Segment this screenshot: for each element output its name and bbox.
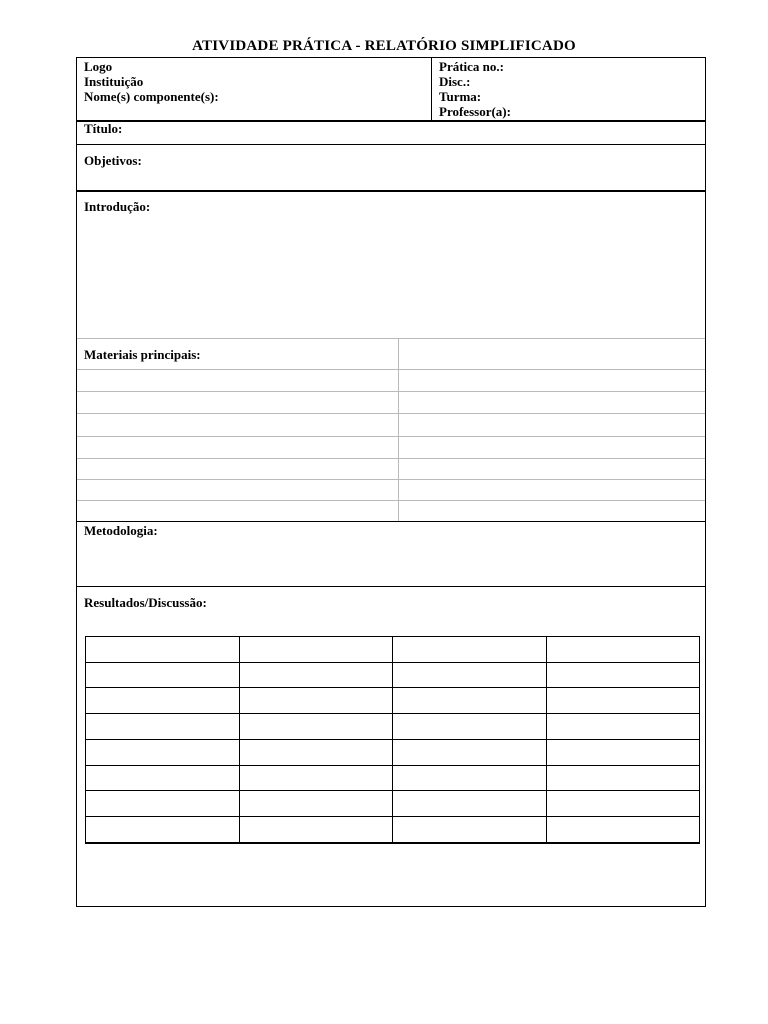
table-cell[interactable] — [86, 739, 240, 765]
table-cell[interactable] — [86, 765, 240, 791]
table-cell[interactable] — [86, 637, 240, 663]
header-divider — [431, 58, 432, 120]
table-row — [86, 662, 700, 688]
table-cell[interactable] — [86, 817, 240, 843]
divider — [77, 586, 705, 587]
table-row — [77, 391, 705, 392]
title-field-label: Título: — [84, 121, 123, 136]
table-cell[interactable] — [546, 817, 700, 843]
institution-label: Instituição — [84, 74, 144, 89]
materials-column-divider — [398, 338, 399, 521]
table-row — [86, 791, 700, 817]
table-cell[interactable] — [239, 765, 393, 791]
results-label: Resultados/Discussão: — [84, 595, 207, 610]
table-cell[interactable] — [86, 688, 240, 714]
table-cell[interactable] — [393, 637, 547, 663]
table-cell[interactable] — [393, 714, 547, 740]
teacher-label: Professor(a): — [439, 104, 511, 119]
divider — [77, 521, 705, 522]
table-cell[interactable] — [393, 739, 547, 765]
table-cell[interactable] — [239, 817, 393, 843]
table-cell[interactable] — [239, 688, 393, 714]
divider — [77, 190, 705, 192]
table-cell[interactable] — [239, 714, 393, 740]
table-cell[interactable] — [546, 637, 700, 663]
practice-number-label: Prática no.: — [439, 59, 504, 74]
table-row — [86, 714, 700, 740]
table-cell[interactable] — [86, 791, 240, 817]
table-cell[interactable] — [86, 662, 240, 688]
materials-table — [77, 338, 705, 521]
introduction-label: Introdução: — [84, 199, 151, 214]
table-row — [86, 637, 700, 663]
table-row — [77, 500, 705, 501]
table-cell[interactable] — [393, 662, 547, 688]
table-row — [86, 688, 700, 714]
table-cell[interactable] — [393, 765, 547, 791]
header-right — [439, 58, 699, 120]
table-row — [77, 338, 705, 339]
table-cell[interactable] — [393, 791, 547, 817]
table-row — [77, 369, 705, 370]
table-cell[interactable] — [546, 739, 700, 765]
logo-label: Logo — [84, 59, 113, 74]
document-title: ATIVIDADE PRÁTICA - RELATÓRIO SIMPLIFICADO — [192, 38, 576, 54]
results-table — [85, 636, 700, 844]
methodology-label: Metodologia: — [84, 523, 158, 538]
divider — [77, 144, 705, 145]
table-cell[interactable] — [239, 791, 393, 817]
report-form — [76, 57, 706, 907]
table-cell[interactable] — [393, 817, 547, 843]
table-cell[interactable] — [546, 765, 700, 791]
table-cell[interactable] — [546, 688, 700, 714]
table-cell[interactable] — [546, 791, 700, 817]
objectives-label: Objetivos: — [84, 153, 142, 168]
table-row — [77, 479, 705, 480]
table-cell[interactable] — [393, 688, 547, 714]
header-left — [84, 58, 424, 120]
components-label: Nome(s) componente(s): — [84, 89, 219, 104]
table-cell[interactable] — [86, 714, 240, 740]
table-cell[interactable] — [546, 662, 700, 688]
table-cell[interactable] — [239, 637, 393, 663]
table-row — [77, 458, 705, 459]
materials-label: Materiais principais: — [84, 347, 201, 362]
table-row — [86, 817, 700, 843]
class-label: Turma: — [439, 89, 482, 104]
table-cell[interactable] — [239, 662, 393, 688]
table-cell[interactable] — [239, 739, 393, 765]
table-row — [86, 765, 700, 791]
table-row — [77, 413, 705, 414]
table-cell[interactable] — [546, 714, 700, 740]
table-row — [86, 739, 700, 765]
divider — [77, 120, 705, 122]
discipline-label: Disc.: — [439, 74, 471, 89]
table-row — [77, 436, 705, 437]
